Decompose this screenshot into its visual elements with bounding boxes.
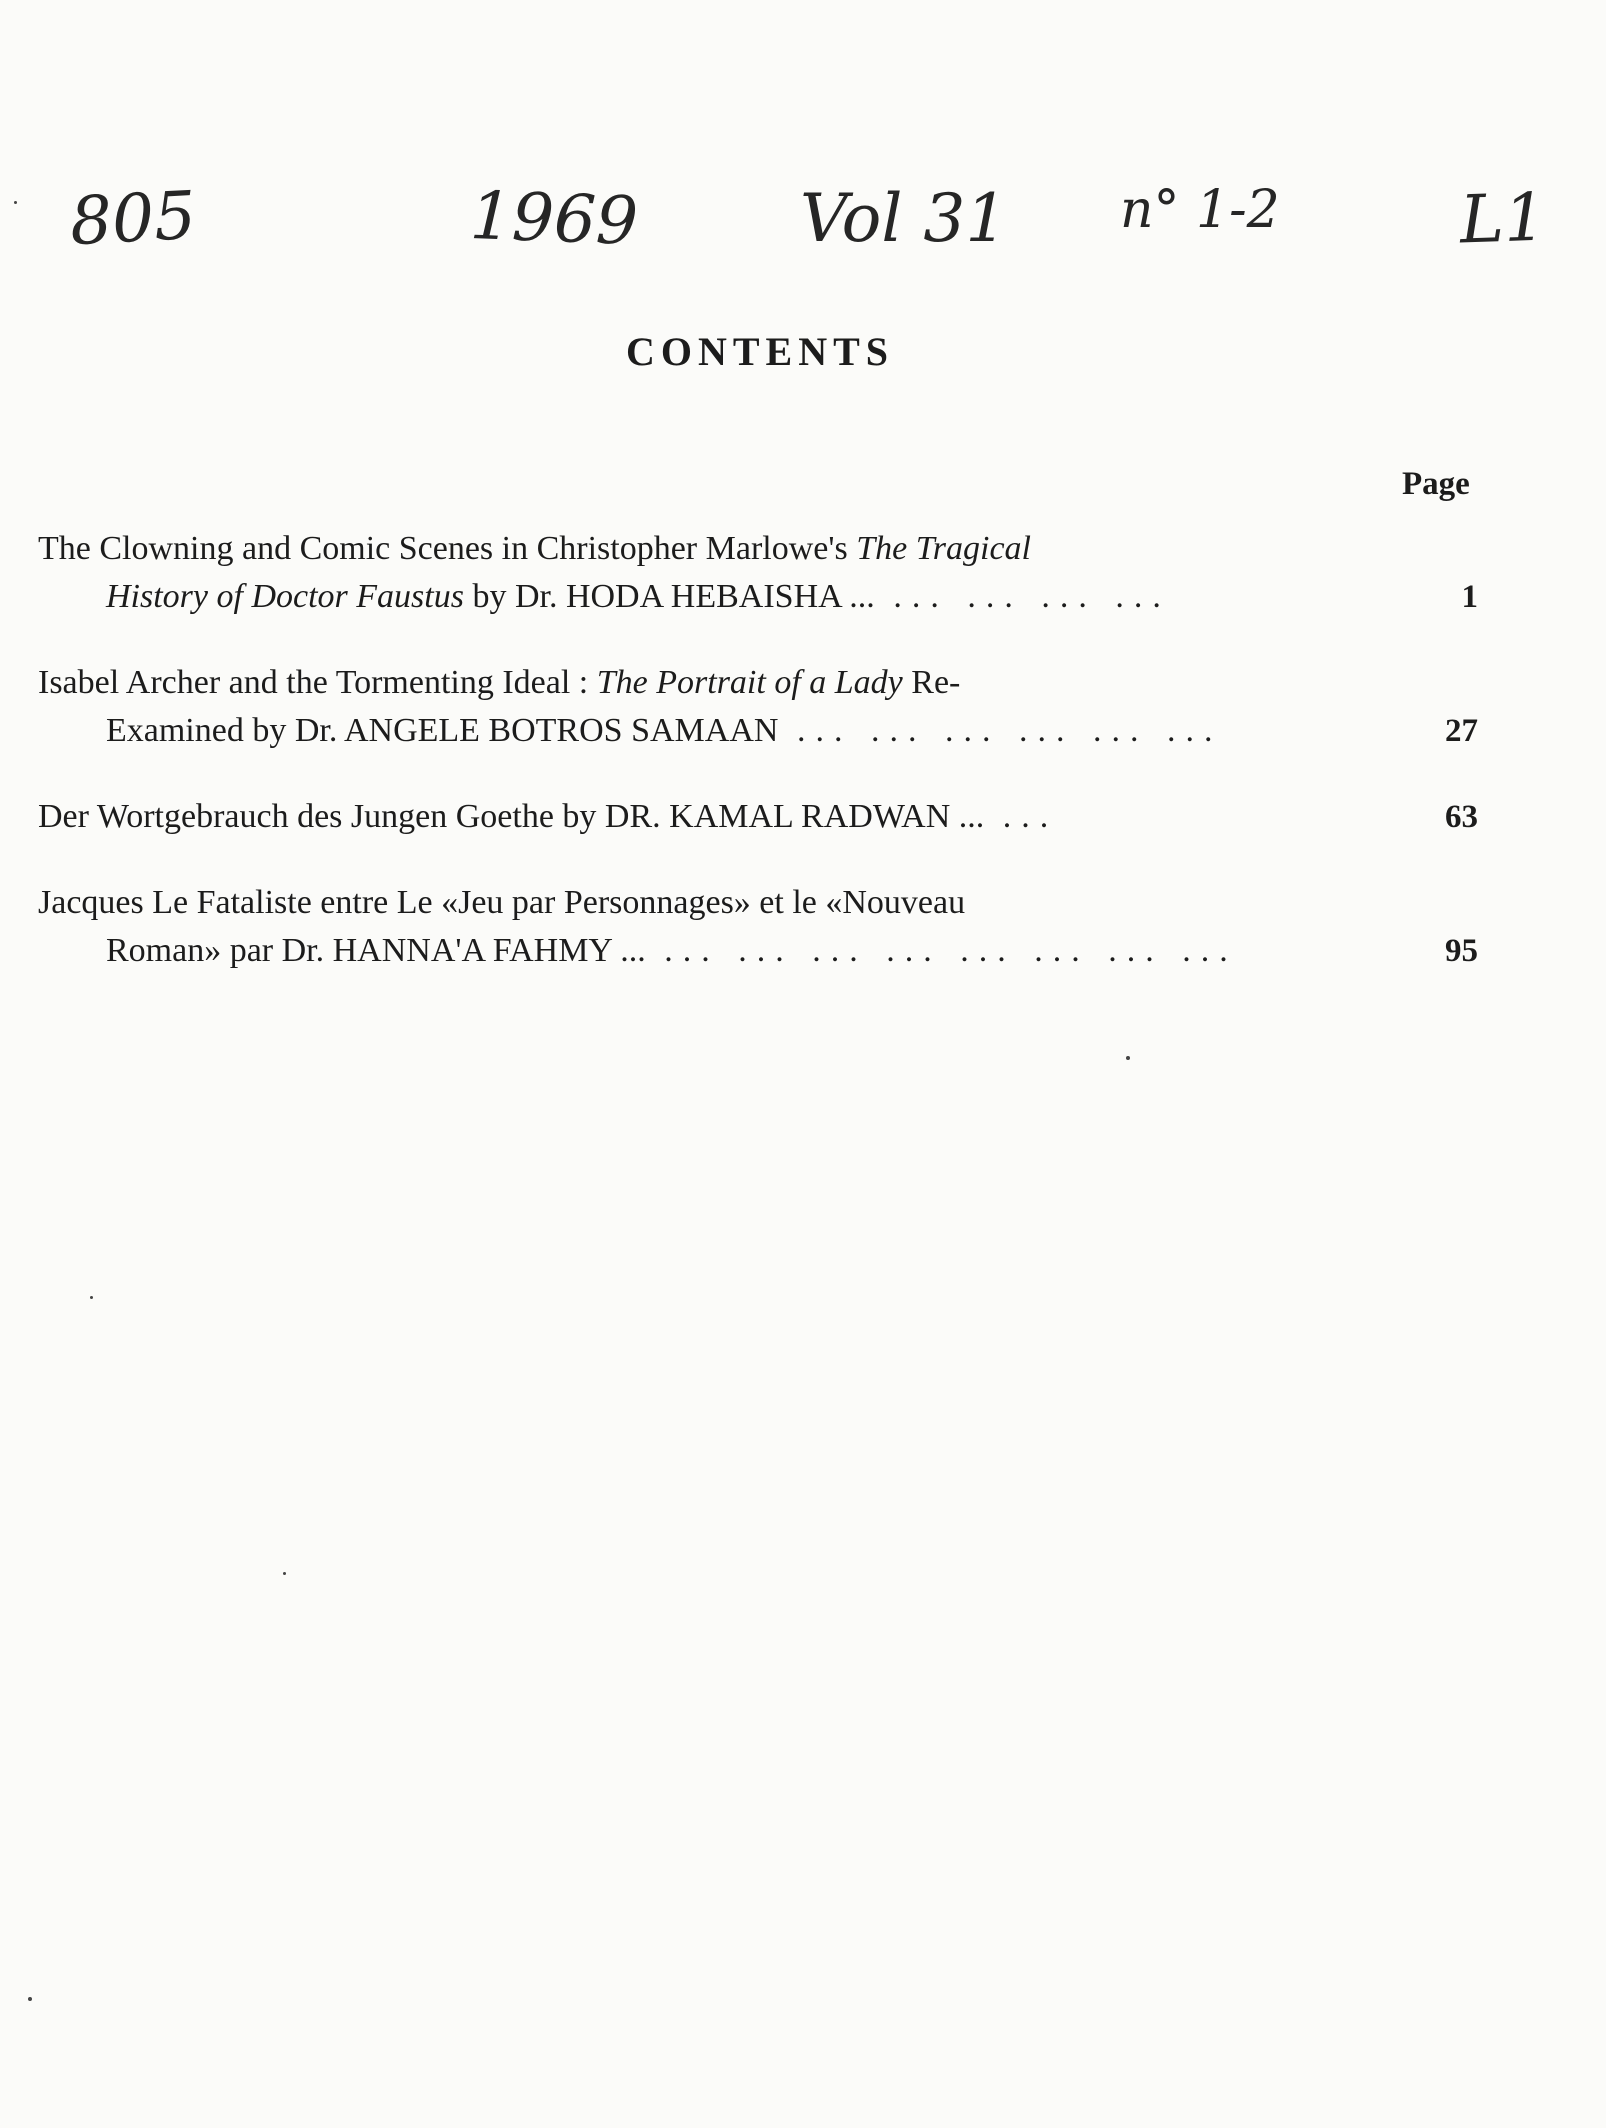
scan-speck: [28, 1997, 32, 2001]
entry-title: Der Wortgebrauch des Jungen Goethe by DR. KAMAL RADWAN ... ...: [38, 798, 1059, 835]
dot-leader: ... ... ... ... ... ... ... ...: [645, 932, 1238, 969]
handwritten-number: 805: [68, 176, 198, 261]
handwritten-annotation: [0, 170, 1606, 290]
contents-entry: [38, 879, 1478, 975]
dot-leader: ... ... ... ... ... ...: [778, 712, 1223, 749]
contents-entry: [38, 659, 1478, 755]
page-title: CONTENTS: [625, 329, 895, 374]
handwritten-code: L1: [1458, 178, 1548, 259]
scan-speck: [283, 1572, 286, 1575]
entry-title: Isabel Archer and the Tormenting Ideal : The Portrait of a Lady Re- Examined by Dr. ANGELE BOTROS SAMAAN ... ... ... ... ... ...: [38, 664, 1223, 749]
page-column-header: Page: [1402, 466, 1470, 502]
scan-speck: [1126, 1056, 1130, 1060]
contents-entry: [38, 793, 1478, 841]
entry-page-number: 27: [1445, 713, 1478, 749]
handwritten-year: 1969: [468, 177, 640, 260]
entry-title: Jacques Le Fataliste entre Le «Jeu par Personnages» et le «Nouveau Roman» par Dr. HANNA'A FAHMY ... ... ... ... ... ... ... ... ...: [38, 884, 1238, 969]
contents-entry: [38, 525, 1478, 621]
dot-leader: ...: [984, 798, 1059, 835]
contents-list: [38, 525, 1478, 1013]
entry-page-number: 63: [1445, 799, 1478, 835]
dot-leader: ... ... ... ...: [874, 578, 1171, 615]
handwritten-issue: n° 1-2: [1120, 180, 1280, 240]
scan-speck: [90, 1296, 93, 1299]
scan-speck: [14, 201, 17, 204]
handwritten-volume: Vol 31: [800, 180, 1008, 257]
entry-page-number: 1: [1461, 579, 1478, 615]
entry-page-number: 95: [1445, 933, 1478, 969]
entry-title: The Clowning and Comic Scenes in Christopher Marlowe's The Tragical History of Doctor Faustus by Dr. HODA HEBAISHA ... ... ... ... ...: [38, 530, 1171, 615]
